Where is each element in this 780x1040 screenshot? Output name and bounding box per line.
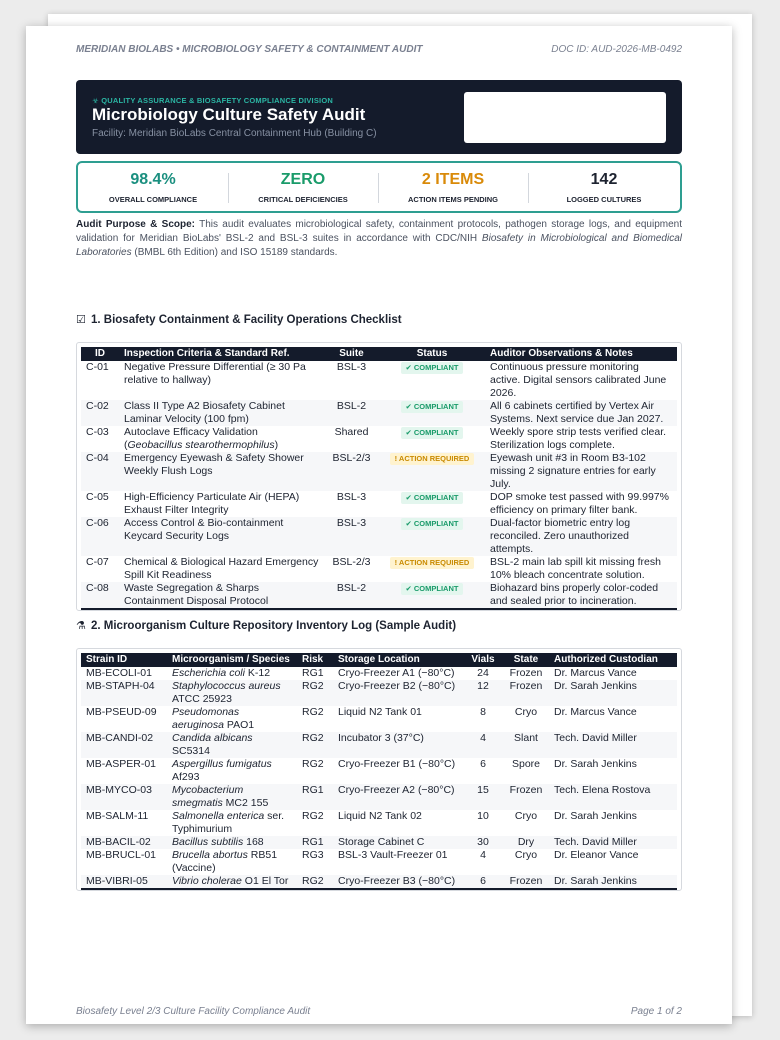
column-header: Status bbox=[379, 347, 485, 361]
scope-reference: Biosafety in Microbiological and Biomedical Laboratories bbox=[76, 233, 682, 258]
table-row bbox=[81, 400, 677, 426]
table-row bbox=[81, 784, 677, 810]
row-id: C-02 bbox=[81, 400, 119, 426]
species bbox=[167, 706, 297, 732]
species-name: Candida albicans bbox=[172, 732, 253, 744]
row-id: C-06 bbox=[81, 517, 119, 556]
species bbox=[167, 875, 297, 889]
row-suite: BSL-3 bbox=[336, 361, 367, 373]
criteria-text: ) bbox=[274, 439, 279, 451]
checklist-table bbox=[81, 347, 677, 610]
culture-state: Frozen bbox=[503, 784, 549, 810]
custodian: Tech. Elena Rostova bbox=[549, 784, 677, 810]
status-badge: ✔ COMPLIANT bbox=[401, 401, 464, 413]
row-status bbox=[379, 361, 485, 400]
microscope-icon: ⚗ bbox=[76, 620, 86, 632]
kpi-deficiencies bbox=[228, 163, 378, 211]
risk-group: RG2 bbox=[302, 758, 324, 770]
risk-group: RG2 bbox=[302, 706, 324, 718]
risk-group: RG2 bbox=[297, 732, 333, 758]
risk-group: RG2 bbox=[297, 875, 333, 889]
section-1-label: 1. Biosafety Containment & Facility Operations Checklist bbox=[91, 314, 402, 326]
footer-title: Biosafety Level 2/3 Culture Facility Compliance Audit bbox=[76, 1006, 311, 1017]
species-name: Brucella abortus bbox=[172, 849, 248, 861]
strain-id: MB-SALM-11 bbox=[86, 810, 149, 822]
column-header: ID bbox=[81, 347, 119, 361]
storage-location: Storage Cabinet C bbox=[333, 836, 463, 849]
risk-group: RG2 bbox=[297, 680, 333, 706]
culture-state: Frozen bbox=[503, 875, 549, 889]
checkbox-icon: ☑ bbox=[76, 314, 86, 326]
species-strain: O1 El Tor bbox=[241, 875, 289, 887]
strain-id: MB-MYCO-03 bbox=[81, 784, 167, 810]
custodian: Tech. David Miller bbox=[549, 732, 677, 758]
status-badge: ✔ COMPLIANT bbox=[401, 518, 464, 530]
title-banner bbox=[76, 80, 682, 154]
custodian: Dr. Sarah Jenkins bbox=[549, 875, 677, 889]
storage-location: Liquid N2 Tank 02 bbox=[338, 810, 422, 822]
table-header-row bbox=[81, 653, 677, 667]
kpi-value: 2 ITEMS bbox=[421, 171, 485, 188]
section-2-label: 2. Microorganism Culture Repository Inventory Log (Sample Audit) bbox=[91, 620, 457, 632]
page-title: Microbiology Culture Safety Audit bbox=[92, 105, 366, 124]
blank-box bbox=[464, 92, 666, 143]
facility-label: Facility: Meridian BioLabs Central Containment Hub (Building C) bbox=[92, 128, 377, 139]
kpi-label: LOGGED CULTURES bbox=[566, 195, 642, 204]
risk-group: RG1 bbox=[297, 836, 333, 849]
strain-id: MB-CANDI-02 bbox=[81, 732, 167, 758]
storage-location: Cryo-Freezer A1 (−80°C) bbox=[338, 667, 455, 679]
division-label: ☣ QUALITY ASSURANCE & BIOSAFETY COMPLIANCE DIVISION bbox=[92, 96, 333, 105]
column-header: Inspection Criteria & Standard Ref. bbox=[119, 347, 324, 361]
row-notes: Weekly spore strip tests verified clear. Sterilization logs complete. bbox=[490, 426, 667, 451]
status-badge: ! ACTION REQUIRED bbox=[390, 453, 475, 465]
species bbox=[167, 732, 297, 758]
species-name: Vibrio cholerae bbox=[172, 875, 242, 887]
vial-count: 10 bbox=[477, 810, 489, 822]
storage-location: Liquid N2 Tank 01 bbox=[338, 706, 422, 718]
column-header: Storage Location bbox=[333, 653, 463, 667]
inventory-table-card bbox=[76, 648, 682, 891]
species-strain: 168 bbox=[243, 836, 264, 848]
storage-location: Cryo-Freezer B1 (−80°C) bbox=[338, 758, 456, 770]
risk-group: RG2 bbox=[302, 810, 324, 822]
row-status bbox=[379, 452, 485, 491]
row-status bbox=[379, 426, 485, 452]
custodian: Dr. Marcus Vance bbox=[554, 667, 637, 679]
custodian: Dr. Eleanor Vance bbox=[554, 849, 639, 861]
kpi-label: OVERALL COMPLIANCE bbox=[108, 195, 198, 204]
kpi-panel bbox=[76, 161, 682, 213]
table-row bbox=[81, 491, 677, 517]
custodian: Tech. David Miller bbox=[549, 836, 677, 849]
row-suite: BSL-2 bbox=[324, 400, 379, 426]
row-notes: Biohazard bins properly color-coded and sealed prior to incineration. bbox=[485, 582, 677, 609]
species-name: Pseudomonas aeruginosa bbox=[172, 706, 240, 731]
kpi-value: ZERO bbox=[280, 171, 326, 188]
row-notes: BSL-2 main lab spill kit missing fresh 10% bleach concentrate solution. bbox=[490, 556, 661, 581]
kpi-action-items bbox=[378, 163, 528, 211]
doc-id: DOC ID: AUD-2026-MB-0492 bbox=[551, 44, 682, 55]
table-row bbox=[81, 452, 677, 491]
column-header: Vials bbox=[463, 653, 503, 667]
column-header: Microorganism / Species bbox=[167, 653, 297, 667]
scope-text-end: (BMBL 6th Edition) and ISO 15189 standards. bbox=[131, 247, 338, 258]
section-1-title bbox=[76, 313, 682, 326]
status-badge: ✔ COMPLIANT bbox=[401, 362, 464, 374]
row-status bbox=[379, 582, 485, 609]
row-suite: BSL-3 bbox=[336, 491, 367, 503]
vial-count: 12 bbox=[463, 680, 503, 706]
species-name: Escherichia coli bbox=[172, 667, 245, 679]
species-name: Mycobacterium smegmatis bbox=[172, 784, 244, 809]
vial-count: 15 bbox=[463, 784, 503, 810]
column-header: Strain ID bbox=[81, 653, 167, 667]
table-row bbox=[81, 426, 677, 452]
row-notes: Continuous pressure monitoring active. Digital sensors calibrated June 2026. bbox=[490, 361, 667, 399]
table-row bbox=[81, 706, 677, 732]
table-row bbox=[81, 361, 677, 400]
species bbox=[167, 784, 297, 810]
culture-state: Dry bbox=[503, 836, 549, 849]
criteria-text: Autoclave Efficacy Validation ( bbox=[124, 426, 258, 451]
row-id: C-01 bbox=[86, 361, 109, 373]
row-criteria: Emergency Eyewash & Safety Shower Weekly Flush Logs bbox=[119, 452, 324, 491]
scope-label: Audit Purpose & Scope: bbox=[76, 219, 195, 230]
scope-paragraph bbox=[76, 218, 682, 260]
table-row bbox=[81, 517, 677, 556]
table-row bbox=[81, 758, 677, 784]
row-suite: BSL-2/3 bbox=[324, 452, 379, 491]
species-strain: ATCC 25923 bbox=[172, 693, 232, 705]
species-strain: SC5314 bbox=[172, 745, 210, 757]
section-2-title bbox=[76, 619, 682, 632]
row-criteria bbox=[119, 426, 324, 452]
row-notes: DOP smoke test passed with 99.997% efficiency on primary filter bank. bbox=[490, 491, 669, 516]
kpi-value: 98.4% bbox=[130, 171, 176, 188]
row-criteria: Access Control & Bio-containment Keycard Security Logs bbox=[119, 517, 324, 556]
storage-location: Cryo-Freezer A2 (−80°C) bbox=[333, 784, 463, 810]
species bbox=[167, 849, 297, 875]
table-row bbox=[81, 667, 677, 680]
row-id: C-04 bbox=[81, 452, 119, 491]
species-name: Aspergillus fumigatus bbox=[172, 758, 272, 770]
custodian: Dr. Marcus Vance bbox=[554, 706, 637, 718]
culture-state: Cryo bbox=[514, 706, 538, 718]
row-criteria: Waste Segregation & Sharps Containment Disposal Protocol bbox=[119, 582, 324, 609]
row-status bbox=[379, 400, 485, 426]
strain-id: MB-STAPH-04 bbox=[81, 680, 167, 706]
row-criteria: Chemical & Biological Hazard Emergency Spill Kit Readiness bbox=[124, 556, 319, 581]
row-suite: Shared bbox=[334, 426, 369, 438]
species-strain: PAO1 bbox=[223, 719, 255, 731]
row-status bbox=[379, 517, 485, 556]
species-strain: MC2 155 bbox=[222, 797, 269, 809]
row-status bbox=[379, 491, 485, 517]
species-name: Staphylococcus aureus bbox=[172, 680, 281, 692]
table-header-row bbox=[81, 347, 677, 361]
column-header: Auditor Observations & Notes bbox=[485, 347, 677, 361]
strain-id: MB-ECOLI-01 bbox=[86, 667, 152, 679]
status-badge: ✔ COMPLIANT bbox=[401, 492, 464, 504]
table-row bbox=[81, 810, 677, 836]
table-row bbox=[81, 849, 677, 875]
storage-location: Incubator 3 (37°C) bbox=[333, 732, 463, 758]
species bbox=[167, 680, 297, 706]
strain-id: MB-BACIL-02 bbox=[81, 836, 167, 849]
vial-count: 30 bbox=[463, 836, 503, 849]
page-number: Page 1 of 2 bbox=[630, 1006, 682, 1017]
species-name: Salmonella enterica bbox=[172, 810, 265, 822]
custodian: Dr. Sarah Jenkins bbox=[554, 810, 637, 822]
species bbox=[167, 667, 297, 680]
criteria-organism: Geobacillus stearothermophilus bbox=[127, 439, 275, 451]
culture-state: Frozen bbox=[503, 680, 549, 706]
custodian: Dr. Sarah Jenkins bbox=[554, 758, 637, 770]
strain-id: MB-BRUCL-01 bbox=[86, 849, 157, 861]
species bbox=[167, 810, 297, 836]
risk-group: RG1 bbox=[302, 667, 324, 679]
risk-group: RG3 bbox=[302, 849, 324, 861]
column-header: State bbox=[503, 653, 549, 667]
row-notes: All 6 cabinets certified by Vertex Air Systems. Next service due Jan 2027. bbox=[485, 400, 677, 426]
species-strain: ser. Typhimurium bbox=[172, 810, 285, 835]
kpi-cultures bbox=[528, 163, 680, 211]
row-status bbox=[379, 556, 485, 582]
storage-location: Cryo-Freezer B2 (−80°C) bbox=[333, 680, 463, 706]
checklist-table-card bbox=[76, 342, 682, 611]
species-name: Bacillus subtilis bbox=[172, 836, 244, 848]
vial-count: 4 bbox=[480, 849, 486, 861]
table-row bbox=[81, 556, 677, 582]
document-page bbox=[26, 26, 732, 1024]
vial-count: 6 bbox=[463, 875, 503, 889]
column-header: Authorized Custodian bbox=[549, 653, 677, 667]
row-criteria: Negative Pressure Differential (≥ 30 Pa relative to hallway) bbox=[124, 361, 306, 386]
row-criteria: High-Efficiency Particulate Air (HEPA) Exhaust Filter Integrity bbox=[124, 491, 300, 516]
kpi-label: ACTION ITEMS PENDING bbox=[407, 195, 498, 204]
table-row bbox=[81, 732, 677, 758]
culture-state: Frozen bbox=[509, 667, 543, 679]
storage-location: BSL-3 Vault-Freezer 01 bbox=[338, 849, 448, 861]
kpi-label: CRITICAL DEFICIENCIES bbox=[258, 195, 348, 204]
vial-count: 24 bbox=[477, 667, 489, 679]
table-row bbox=[81, 875, 677, 889]
culture-state: Cryo bbox=[514, 810, 538, 822]
risk-group: RG1 bbox=[297, 784, 333, 810]
strain-id: MB-VIBRI-05 bbox=[81, 875, 167, 889]
scope-text: This audit evaluates microbiological safety, containment protocols, pathogen storage logs, and equipment validation for Meridian BioLabs' BSL-2 and BSL-3 suites in accordance with CDC/NIH bbox=[76, 219, 682, 244]
kpi-value: 142 bbox=[590, 171, 618, 188]
strain-id: MB-PSEUD-09 bbox=[86, 706, 157, 718]
row-criteria: Class II Type A2 Biosafety Cabinet Laminar Velocity (100 fpm) bbox=[119, 400, 324, 426]
species-strain: RB51 (Vaccine) bbox=[172, 849, 278, 874]
strain-id: MB-ASPER-01 bbox=[86, 758, 157, 770]
table-row bbox=[81, 836, 677, 849]
custodian: Dr. Sarah Jenkins bbox=[549, 680, 677, 706]
column-header: Risk bbox=[297, 653, 333, 667]
kpi-compliance bbox=[78, 163, 228, 211]
table-row bbox=[81, 680, 677, 706]
inventory-table bbox=[81, 653, 677, 890]
row-suite: BSL-2/3 bbox=[332, 556, 371, 568]
row-id: C-08 bbox=[81, 582, 119, 609]
vial-count: 8 bbox=[480, 706, 486, 718]
status-badge: ! ACTION REQUIRED bbox=[390, 557, 475, 569]
storage-location: Cryo-Freezer B3 (−80°C) bbox=[333, 875, 463, 889]
row-id: C-07 bbox=[86, 556, 109, 568]
culture-state: Slant bbox=[503, 732, 549, 758]
row-notes: Eyewash unit #3 in Room B3-102 missing 2 signature entries for early July. bbox=[485, 452, 677, 491]
species bbox=[167, 836, 297, 849]
row-suite: BSL-2 bbox=[324, 582, 379, 609]
vial-count: 6 bbox=[480, 758, 486, 770]
culture-state: Spore bbox=[511, 758, 541, 770]
column-header: Suite bbox=[324, 347, 379, 361]
status-badge: ✔ COMPLIANT bbox=[401, 427, 464, 439]
status-badge: ✔ COMPLIANT bbox=[401, 583, 464, 595]
species-strain: K-12 bbox=[244, 667, 271, 679]
row-suite: BSL-3 bbox=[324, 517, 379, 556]
culture-state: Cryo bbox=[514, 849, 538, 861]
row-id: C-03 bbox=[86, 426, 109, 438]
species bbox=[167, 758, 297, 784]
header-title: MERIDIAN BIOLABS • MICROBIOLOGY SAFETY & CONTAINMENT AUDIT bbox=[76, 44, 423, 55]
species-strain: Af293 bbox=[172, 771, 200, 783]
row-notes: Dual-factor biometric entry log reconciled. Zero unauthorized attempts. bbox=[485, 517, 677, 556]
row-id: C-05 bbox=[86, 491, 109, 503]
vial-count: 4 bbox=[463, 732, 503, 758]
running-header bbox=[76, 44, 682, 58]
table-row bbox=[81, 582, 677, 609]
